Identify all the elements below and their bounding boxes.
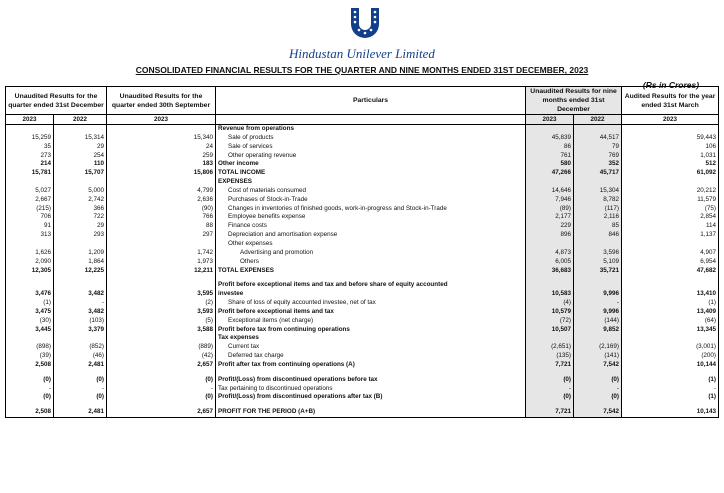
value-cell: 896 [526, 231, 574, 240]
value-cell: 15,304 [574, 187, 622, 196]
value-cell: 2,742 [54, 196, 107, 205]
value-cell: 79 [574, 143, 622, 152]
value-cell: 45,839 [526, 134, 574, 143]
value-cell: 273 [6, 152, 54, 161]
value-cell: 106 [622, 143, 719, 152]
value-cell: 1,742 [107, 249, 216, 258]
row-label: Finance costs [216, 222, 526, 231]
row-label: TOTAL INCOME [216, 169, 526, 178]
value-cell: 7,721 [526, 361, 574, 370]
value-cell [6, 125, 54, 134]
value-cell: - [107, 385, 216, 394]
value-cell: (4) [526, 299, 574, 308]
value-cell: (90) [107, 205, 216, 214]
value-cell: 20,212 [622, 187, 719, 196]
row-label: Exceptional items (net charge) [216, 317, 526, 326]
value-cell: 4,873 [526, 249, 574, 258]
row-label: Depreciation and amortisation expense [216, 231, 526, 240]
value-cell [107, 178, 216, 187]
value-cell [6, 281, 54, 290]
value-cell: 110 [54, 160, 107, 169]
value-cell: 15,314 [54, 134, 107, 143]
value-cell: - [574, 299, 622, 308]
value-cell: 183 [107, 160, 216, 169]
value-cell: - [6, 385, 54, 394]
row-label: Others [216, 258, 526, 267]
value-cell: 846 [574, 231, 622, 240]
table-row [6, 308, 719, 317]
value-cell: (135) [526, 352, 574, 361]
financial-results-table [5, 86, 719, 418]
value-cell [107, 125, 216, 134]
value-cell: 3,595 [107, 290, 216, 299]
value-cell: 7,721 [526, 408, 574, 417]
value-cell: 761 [526, 152, 574, 161]
value-cell: 24 [107, 143, 216, 152]
value-cell: 13,410 [622, 290, 719, 299]
value-cell: 580 [526, 160, 574, 169]
value-cell: (103) [54, 317, 107, 326]
value-cell: 85 [574, 222, 622, 231]
table-row [6, 326, 719, 335]
table-row [6, 267, 719, 276]
value-cell: (1) [622, 376, 719, 385]
row-label: Sale of services [216, 143, 526, 152]
value-cell [107, 281, 216, 290]
value-cell: (2,169) [574, 343, 622, 352]
row-label: Sale of products [216, 134, 526, 143]
value-cell: 259 [107, 152, 216, 161]
row-label: Tax pertaining to discontinued operations [216, 385, 526, 394]
value-cell [6, 334, 54, 343]
value-cell [622, 334, 719, 343]
value-cell: 1,137 [622, 231, 719, 240]
value-cell: 5,027 [6, 187, 54, 196]
table-row [6, 334, 719, 343]
table-row [6, 187, 719, 196]
value-cell: (0) [54, 376, 107, 385]
value-cell: (5) [107, 317, 216, 326]
value-cell: (0) [6, 393, 54, 402]
year-cell: 2023 [622, 115, 719, 125]
row-label: Employee benefits expense [216, 213, 526, 222]
table-row [6, 240, 719, 249]
value-cell: 4,799 [107, 187, 216, 196]
value-cell: 6,954 [622, 258, 719, 267]
value-cell: (64) [622, 317, 719, 326]
units-note: (Rs in Crores) [642, 80, 700, 90]
value-cell: 59,443 [622, 134, 719, 143]
row-label: Current tax [216, 343, 526, 352]
value-cell: 29 [54, 222, 107, 231]
value-cell: 2,508 [6, 361, 54, 370]
row-label: Profit before exceptional items and tax and before share of equity accounted [216, 281, 526, 290]
value-cell: (215) [6, 205, 54, 214]
row-label: Tax expenses [216, 334, 526, 343]
value-cell: 2,177 [526, 213, 574, 222]
value-cell: 366 [54, 205, 107, 214]
col-head-nine-months: Unaudited Results for nine months ended 31st December [526, 87, 622, 115]
value-cell [622, 281, 719, 290]
value-cell [54, 178, 107, 187]
year-cell-blank [216, 115, 526, 125]
table-row [6, 361, 719, 370]
value-cell [526, 334, 574, 343]
value-cell: 44,517 [574, 134, 622, 143]
year-cell: 2023 [107, 115, 216, 125]
value-cell [526, 125, 574, 134]
value-cell: 297 [107, 231, 216, 240]
value-cell: 2,657 [107, 361, 216, 370]
value-cell: 352 [574, 160, 622, 169]
table-row [6, 160, 719, 169]
table-row [6, 258, 719, 267]
value-cell: 3,475 [6, 308, 54, 317]
value-cell: 2,090 [6, 258, 54, 267]
value-cell: 35 [6, 143, 54, 152]
value-cell: (42) [107, 352, 216, 361]
value-cell: 61,092 [622, 169, 719, 178]
table-row [6, 352, 719, 361]
table-row [6, 290, 719, 299]
table-row [6, 376, 719, 385]
unilever-u-logo-icon [348, 6, 382, 40]
year-cell: 2022 [574, 115, 622, 125]
value-cell: 13,409 [622, 308, 719, 317]
value-cell: (141) [574, 352, 622, 361]
value-cell: 1,864 [54, 258, 107, 267]
value-cell: 1,626 [6, 249, 54, 258]
value-cell: (0) [526, 376, 574, 385]
value-cell: - [54, 385, 107, 394]
value-cell: (852) [54, 343, 107, 352]
value-cell: 91 [6, 222, 54, 231]
value-cell: 10,143 [622, 408, 719, 417]
table-row [6, 213, 719, 222]
value-cell: (0) [107, 376, 216, 385]
value-cell: 4,907 [622, 249, 719, 258]
value-cell: 7,946 [526, 196, 574, 205]
value-cell: (0) [107, 393, 216, 402]
value-cell: 3,596 [574, 249, 622, 258]
value-cell [526, 240, 574, 249]
value-cell: 512 [622, 160, 719, 169]
value-cell: 36,683 [526, 267, 574, 276]
value-cell [622, 178, 719, 187]
value-cell: (1) [622, 299, 719, 308]
row-label: Changes in inventories of finished goods, work-in-progress and Stock-in-Trade [216, 205, 526, 214]
value-cell [526, 178, 574, 187]
year-cell: 2022 [54, 115, 107, 125]
row-label: TOTAL EXPENSES [216, 267, 526, 276]
value-cell: (0) [574, 376, 622, 385]
value-cell: 6,005 [526, 258, 574, 267]
value-cell: 2,636 [107, 196, 216, 205]
value-cell: 3,445 [6, 326, 54, 335]
value-cell: 47,682 [622, 267, 719, 276]
value-cell: 7,542 [574, 408, 622, 417]
table-row [6, 231, 719, 240]
table-row [6, 134, 719, 143]
table-row [6, 281, 719, 290]
value-cell: 15,781 [6, 169, 54, 178]
table-row [6, 125, 719, 134]
value-cell: (30) [6, 317, 54, 326]
value-cell [574, 178, 622, 187]
value-cell: 1,031 [622, 152, 719, 161]
value-cell: 86 [526, 143, 574, 152]
value-cell: 3,593 [107, 308, 216, 317]
value-cell: 2,481 [54, 408, 107, 417]
value-cell: (72) [526, 317, 574, 326]
value-cell: 10,144 [622, 361, 719, 370]
value-cell: 2,508 [6, 408, 54, 417]
table-row [6, 393, 719, 402]
value-cell: - [622, 385, 719, 394]
value-cell: 722 [54, 213, 107, 222]
table-row [6, 385, 719, 394]
value-cell: (3,001) [622, 343, 719, 352]
value-cell: (144) [574, 317, 622, 326]
value-cell: (0) [6, 376, 54, 385]
row-label: EXPENSES [216, 178, 526, 187]
value-cell: (898) [6, 343, 54, 352]
value-cell: 769 [574, 152, 622, 161]
value-cell: 313 [6, 231, 54, 240]
value-cell: - [54, 299, 107, 308]
value-cell: 2,657 [107, 408, 216, 417]
value-cell: 9,996 [574, 290, 622, 299]
value-cell [574, 240, 622, 249]
year-cell: 2023 [6, 115, 54, 125]
value-cell: (200) [622, 352, 719, 361]
value-cell [54, 125, 107, 134]
col-head-audited: Audited Results for the year ended 31st March [622, 87, 719, 115]
value-cell [107, 240, 216, 249]
value-cell: 114 [622, 222, 719, 231]
value-cell [54, 281, 107, 290]
value-cell: (75) [622, 205, 719, 214]
row-label: investee [216, 290, 526, 299]
value-cell: 29 [54, 143, 107, 152]
value-cell: 3,588 [107, 326, 216, 335]
table-row [6, 222, 719, 231]
table-row [6, 343, 719, 352]
value-cell: 15,707 [54, 169, 107, 178]
table-row [6, 205, 719, 214]
value-cell: (0) [54, 393, 107, 402]
value-cell: (46) [54, 352, 107, 361]
value-cell [622, 125, 719, 134]
row-label: Profit after tax from continuing operations (A) [216, 361, 526, 370]
value-cell: 214 [6, 160, 54, 169]
value-cell [574, 281, 622, 290]
value-cell: 2,667 [6, 196, 54, 205]
value-cell: 3,379 [54, 326, 107, 335]
value-cell: (889) [107, 343, 216, 352]
value-cell: 2,854 [622, 213, 719, 222]
value-cell [6, 178, 54, 187]
value-cell: 35,721 [574, 267, 622, 276]
value-cell [54, 334, 107, 343]
row-label: Other operating revenue [216, 152, 526, 161]
value-cell: 229 [526, 222, 574, 231]
value-cell: 2,116 [574, 213, 622, 222]
row-label: Advertising and promotion [216, 249, 526, 258]
row-label: Profit before tax from continuing operations [216, 326, 526, 335]
value-cell [6, 240, 54, 249]
value-cell: 1,973 [107, 258, 216, 267]
row-label: Profit before exceptional items and tax [216, 308, 526, 317]
table-row [6, 249, 719, 258]
row-label: Share of loss of equity accounted investee, net of tax [216, 299, 526, 308]
value-cell: (89) [526, 205, 574, 214]
row-label: Other income [216, 160, 526, 169]
table-row [6, 143, 719, 152]
value-cell: - [526, 385, 574, 394]
value-cell: 14,646 [526, 187, 574, 196]
table-row [6, 178, 719, 187]
value-cell: 47,266 [526, 169, 574, 178]
row-label: Other expenses [216, 240, 526, 249]
value-cell: 8,782 [574, 196, 622, 205]
value-cell [526, 281, 574, 290]
value-cell: 12,225 [54, 267, 107, 276]
value-cell: 3,476 [6, 290, 54, 299]
year-row [6, 115, 719, 125]
value-cell: 13,345 [622, 326, 719, 335]
value-cell: 12,305 [6, 267, 54, 276]
table-row [6, 317, 719, 326]
value-cell [622, 240, 719, 249]
value-cell: 10,583 [526, 290, 574, 299]
row-label: PROFIT FOR THE PERIOD (A+B) [216, 408, 526, 417]
value-cell: (1) [6, 299, 54, 308]
value-cell: 9,852 [574, 326, 622, 335]
table-row [6, 408, 719, 417]
row-label: Purchases of Stock-in-Trade [216, 196, 526, 205]
value-cell: (0) [574, 393, 622, 402]
col-head-particulars: Particulars [216, 87, 526, 115]
row-label: Profit/(Loss) from discontinued operations after tax (B) [216, 393, 526, 402]
value-cell [107, 334, 216, 343]
value-cell [54, 240, 107, 249]
value-cell: 7,542 [574, 361, 622, 370]
report-title: CONSOLIDATED FINANCIAL RESULTS FOR THE QUARTER AND NINE MONTHS ENDED 31ST DECEMBER, 2023 [135, 65, 589, 75]
value-cell: (0) [526, 393, 574, 402]
value-cell: (2,651) [526, 343, 574, 352]
value-cell: 15,806 [107, 169, 216, 178]
value-cell: 88 [107, 222, 216, 231]
header-row [6, 87, 719, 115]
value-cell: 9,996 [574, 308, 622, 317]
year-cell: 2023 [526, 115, 574, 125]
value-cell: (2) [107, 299, 216, 308]
value-cell: 15,340 [107, 134, 216, 143]
table-row [6, 169, 719, 178]
col-head-quarter-sep: Unaudited Results for the quarter ended 30th September [107, 87, 216, 115]
value-cell: 10,579 [526, 308, 574, 317]
value-cell: 45,717 [574, 169, 622, 178]
company-name: Hindustan Unilever Limited [289, 46, 435, 61]
value-cell: 3,482 [54, 290, 107, 299]
row-label: Deferred tax charge [216, 352, 526, 361]
value-cell: 11,579 [622, 196, 719, 205]
value-cell: 3,482 [54, 308, 107, 317]
table-row [6, 152, 719, 161]
value-cell: 254 [54, 152, 107, 161]
value-cell: (1) [622, 393, 719, 402]
table-row [6, 299, 719, 308]
value-cell: 706 [6, 213, 54, 222]
value-cell: (39) [6, 352, 54, 361]
value-cell: 10,507 [526, 326, 574, 335]
value-cell [574, 334, 622, 343]
value-cell: 15,259 [6, 134, 54, 143]
col-head-quarter-dec: Unaudited Results for the quarter ended 31st December [6, 87, 107, 115]
row-label: Cost of materials consumed [216, 187, 526, 196]
value-cell: 1,209 [54, 249, 107, 258]
value-cell: 766 [107, 213, 216, 222]
value-cell: 12,211 [107, 267, 216, 276]
value-cell: - [574, 385, 622, 394]
value-cell: 5,000 [54, 187, 107, 196]
value-cell [574, 125, 622, 134]
table-row [6, 196, 719, 205]
row-label: Revenue from operations [216, 125, 526, 134]
row-label: Profit/(Loss) from discontinued operations before tax [216, 376, 526, 385]
value-cell: (117) [574, 205, 622, 214]
value-cell: 5,109 [574, 258, 622, 267]
value-cell: 293 [54, 231, 107, 240]
value-cell: 2,481 [54, 361, 107, 370]
